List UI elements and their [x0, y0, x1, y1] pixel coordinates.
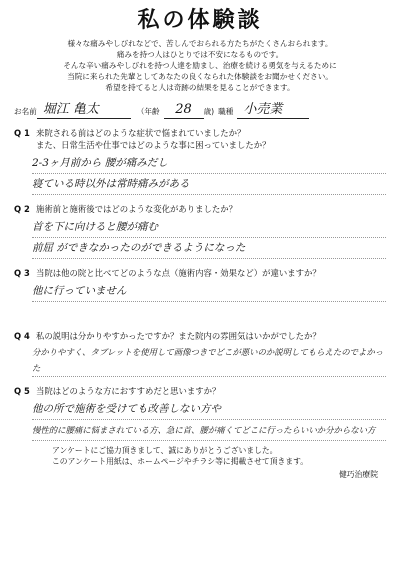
answer-line: 分かりやすく、タブレットを使用して画像つきでどこが悪いのか説明してもらえたのでよかった — [32, 344, 386, 377]
answer-line: 慢性的に腰痛に悩まされている方、急に首、腰が痛くてどこに行ったらいいか分からない方 — [32, 420, 386, 441]
question-text: 来院される前はどのような症状で悩まれていましたか？ — [36, 128, 246, 138]
answer-1 — [32, 153, 386, 195]
answer-4 — [32, 344, 386, 377]
question-text: 当院はどのような方におすすめだと思いますか？ — [36, 386, 221, 396]
page-title: 私の体験談 — [137, 7, 263, 33]
question-1 — [14, 127, 386, 195]
footer-notice: このアンケート用紙は、ホームページやチラシ等に掲載させて頂きます。 — [52, 457, 309, 466]
footer-thanks: アンケートにご協力頂きまして、誠にありがとうございました。 — [52, 446, 278, 455]
intro-line: 当院に来られた先輩としてあなたの良くなられた体験談をお聞かせください。 — [67, 72, 333, 81]
question-5 — [14, 385, 386, 441]
clinic-name: 健巧治療院 — [339, 470, 378, 479]
question-text: 当院は他の院と比べてどのような点（施術内容・効果など）が違いますか？ — [36, 268, 321, 278]
answer-5 — [32, 399, 386, 441]
question-text: 施術前と施術後ではどのような変化がありましたか？ — [36, 204, 237, 214]
answer-3 — [32, 281, 386, 322]
question-2 — [14, 203, 386, 259]
intro-line: 希望を持てると人は奇跡の結果を見ることができます。 — [105, 83, 295, 92]
question-number: Q 3 — [14, 268, 30, 278]
question-text: 私の説明は分かりやすかったですか？また院内の雰囲気はいかがでしたか？ — [36, 331, 321, 341]
respondent-info: お名前 堀江 亀太 （ 年齢 28 歳) 職種 小売業 — [14, 101, 386, 119]
intro-text — [14, 38, 386, 93]
name-value: 堀江 亀太 — [37, 102, 131, 119]
question-number: Q 2 — [14, 204, 30, 214]
answer-line: 他の所で施術を受けても改善しない方や — [32, 399, 386, 420]
intro-line: 様々な痛みやしびれなどで、苦しんでおられる方たちがたくさんおられます。 — [67, 39, 333, 48]
answer-line: 寝ている時以外は常時痛みがある — [32, 174, 386, 195]
question-number: Q 5 — [14, 386, 30, 396]
job-value: 小売業 — [237, 102, 309, 119]
name-label: お名前 — [14, 107, 37, 116]
question-number: Q 4 — [14, 331, 30, 341]
age-unit: 歳) — [203, 107, 215, 116]
job-label: 職種 — [218, 107, 234, 116]
answer-2 — [32, 217, 386, 259]
question-4 — [14, 330, 386, 377]
footer — [14, 445, 386, 480]
answer-line: 前屈 ができなかったのができるようになった — [32, 238, 386, 259]
age-value: 28 — [164, 102, 204, 119]
age-label: 年齢 — [144, 107, 160, 116]
answer-line: 他に行っていません — [32, 281, 386, 302]
intro-line: 痛みを持つ人はひとりでは不安になるものです。 — [116, 50, 284, 59]
question-text: また、日常生活や仕事ではどのような事に困っていましたか？ — [36, 140, 271, 150]
answer-line: 首を下に向けると腰が痛む — [32, 217, 386, 238]
intro-line: そんな辛い痛みやしびれを持つ人達を励まし、治療を続ける勇気を与えるために — [63, 61, 337, 70]
answer-line: 2-3ヶ月前から 腰が痛みだし — [32, 153, 386, 174]
question-3 — [14, 267, 386, 322]
question-number: Q 1 — [14, 128, 30, 138]
